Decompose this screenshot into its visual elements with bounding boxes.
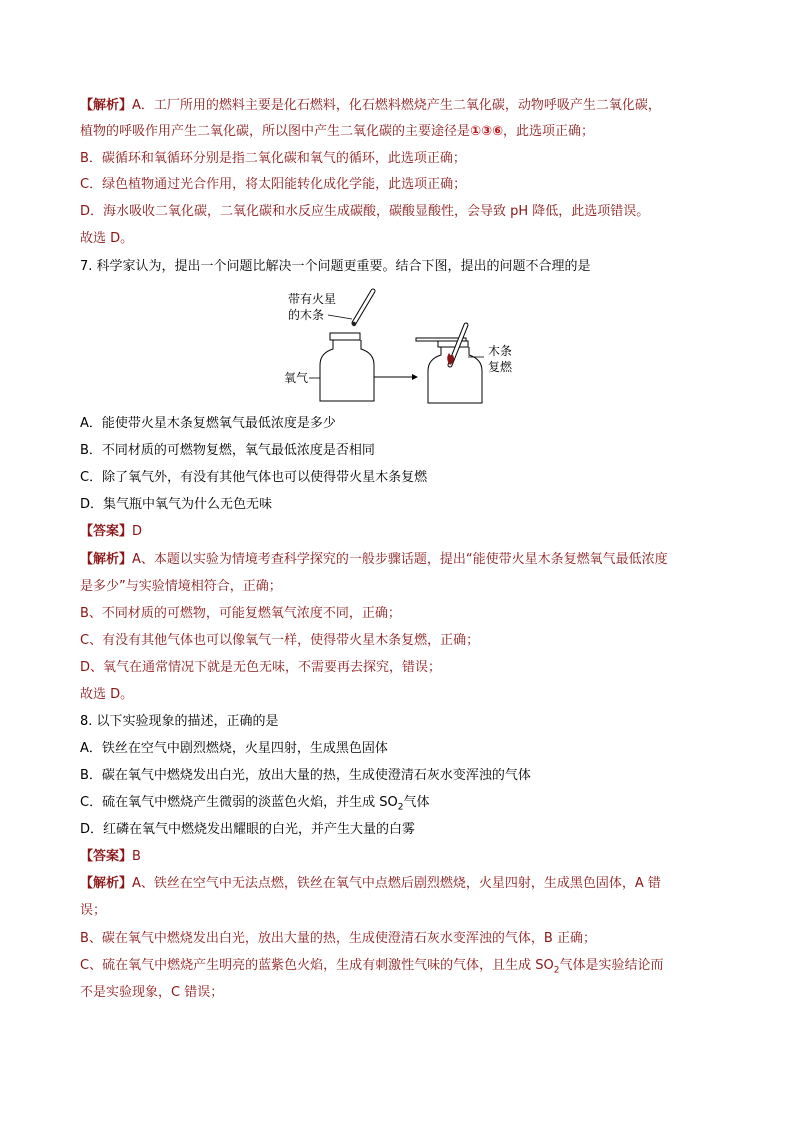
figure-label-gas: 氧气	[284, 371, 309, 385]
q8-option-a: A．铁丝在空气中剧烈燃烧，火星四射，生成黑色固体	[80, 741, 388, 756]
q7-analysis-c: C、有没有其他气体也可以像氧气一样，使得带火星木条复燃，正确；	[80, 633, 480, 648]
subscript: 2	[553, 965, 560, 976]
q8-analysis-b: B、碳在氧气中燃烧发出白光，放出大量的热，生成使澄清石灰水变浑浊的气体，B 正确；	[80, 931, 596, 946]
figure-label-stick-2: 的木条	[288, 308, 325, 322]
answer-tag: 【答案】	[80, 849, 133, 864]
gas-bottle-icon	[320, 333, 374, 401]
q7-analysis-d: D、氧气在通常情况下就是无色无味，不需要再去探究，错误；	[80, 660, 442, 675]
q6-analysis-a-text3: ，此选项正确；	[503, 124, 595, 139]
q8-analysis-c-line1	[80, 958, 720, 974]
q8-option-d: D．红磷在氧气中燃烧发出耀眼的白光，并产生大量的白雾	[80, 822, 416, 837]
q7-analysis-b: B、不同材质的可燃物，可能复燃氧气浓度不同，正确；	[80, 606, 401, 621]
q8-option-b: B．碳在氧气中燃烧发出白光，放出大量的热，生成使澄清石灰水变浑浊的气体	[80, 768, 531, 783]
q7-analysis-a-line2: 是多少”与实验情境相符合，正确；	[80, 579, 282, 594]
q7-analysis-a-text: A、本题以实验为情境考查科学探究的一般步骤话题，提出“能使带火星木条复燃氧气最低浓度	[132, 552, 668, 567]
q7-answer-value: D	[132, 524, 143, 539]
q8-analysis-c-text: C、硫在氧气中燃烧产生明亮的蓝紫色火焰，生成有刺激性气味的气体，且生成 SO	[80, 958, 554, 973]
q7-stem: 7. 科学家认为，提出一个问题比解决一个问题更重要。结合下图，提出的问题不合理的是	[80, 259, 591, 274]
q8-analysis-c-line2: 不是实验现象，C 错误；	[80, 985, 224, 1000]
subscript: 2	[397, 802, 404, 813]
q6-analysis-a-text2: 植物的呼吸作用产生二氧化碳，所以图中产生二氧化碳的主要途径是	[80, 124, 471, 139]
answer-tag: 【答案】	[80, 524, 133, 539]
figure-label-stick-1: 带有火星	[288, 292, 337, 306]
q7-option-b: B．不同材质的可燃物复燃，氧气最低浓度是否相同	[80, 443, 375, 458]
q6-analysis-b: B．碳循环和氧循环分别是指二氧化碳和氧气的循环，此选项正确；	[80, 151, 466, 166]
q7-conclusion: 故选 D。	[80, 687, 134, 702]
q6-analysis-a-line2	[80, 124, 720, 140]
q8-analysis-a-text: A、铁丝在空气中无法点燃，铁丝在氧气中点燃后剧烈燃烧，火星四射，生成黑色固体，A 错	[132, 876, 661, 891]
q7-option-c: C．除了氧气外，有没有其他气体也可以使得带火星木条复燃	[80, 470, 428, 485]
q6-analysis-d: D．海水吸收二氧化碳，二氧化碳和水反应生成碳酸，碳酸显酸性，会导致 pH 降低，此选项错误。	[80, 204, 650, 219]
q7-answer	[80, 524, 720, 540]
q7-figure	[270, 283, 530, 408]
q7-analysis-a-line1	[80, 552, 720, 568]
q6-analysis-a-text: A．工厂所用的燃料主要是化石燃料，化石燃料燃烧产生二氧化碳，动物呼吸产生二氧化碳，	[132, 98, 661, 113]
q7-option-d: D．集气瓶中氧气为什么无色无味	[80, 497, 273, 512]
q8-analysis-a-line2: 误；	[80, 903, 107, 918]
burning-stick-icon	[447, 325, 466, 365]
arrow-right-icon	[374, 374, 418, 380]
q8-answer	[80, 849, 720, 865]
q8-option-c-text2: 气体	[403, 795, 430, 810]
q6-conclusion: 故选 D。	[80, 231, 134, 246]
analysis-tag: 【解析】	[80, 876, 133, 891]
q8-analysis-a-line1	[80, 876, 720, 892]
q8-option-c	[80, 795, 720, 811]
q8-stem: 8. 以下实验现象的描述，正确的是	[80, 714, 279, 729]
analysis-tag: 【解析】	[80, 98, 133, 113]
circled-numbers: ①③⑥	[470, 124, 504, 139]
glowing-stick-icon	[352, 291, 373, 326]
q8-option-c-text: C．硫在氧气中燃烧产生微弱的淡蓝色火焰，并生成 SO	[80, 795, 398, 810]
figure-label-result-2: 复燃	[488, 360, 513, 374]
analysis-tag: 【解析】	[80, 552, 133, 567]
q8-answer-value: B	[132, 849, 141, 864]
q8-analysis-c-text2: 气体是实验结论而	[559, 958, 664, 973]
q7-option-a: A．能使带火星木条复燃氧气最低浓度是多少	[80, 416, 336, 431]
q6-analysis-c: C．绿色植物通过光合作用，将太阳能转化成化学能，此选项正确；	[80, 177, 467, 192]
q6-analysis-a-line1	[80, 98, 720, 114]
figure-label-result-1: 木条	[488, 344, 513, 358]
